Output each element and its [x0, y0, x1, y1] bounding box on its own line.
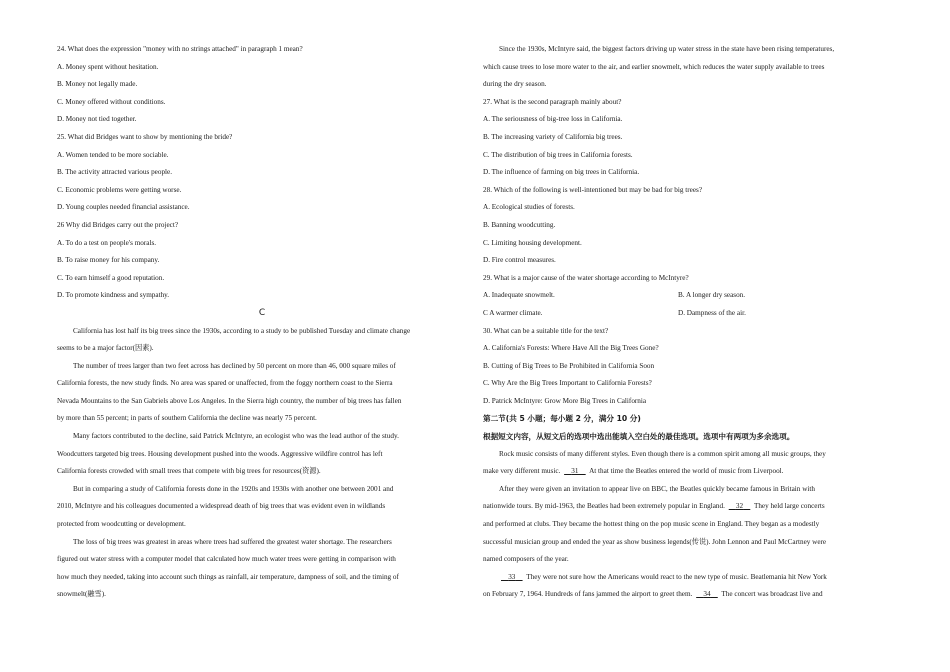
option-row [483, 305, 893, 323]
option: B. A longer dry season. [678, 291, 746, 300]
question-27 [483, 94, 893, 182]
text-line: California forests crowded with small trees that compete with big trees for resources(资源). [57, 467, 321, 476]
option: C. Money offered without conditions. [57, 97, 166, 106]
text-line: Rock music consists of many different styles. Even though there is a common spirit among all music groups, they [499, 449, 826, 458]
blank-32[interactable]: 32 [735, 502, 744, 511]
passage-paragraph [57, 358, 467, 428]
passage-paragraph [483, 446, 893, 481]
passage-paragraph [57, 428, 467, 481]
text-line: California forests, the new study finds. No area was spared or unaffected, from the foggy northern coast to the Sierra [57, 379, 393, 388]
passage-paragraph [483, 41, 893, 94]
text-line: After they were given an invitation to appear live on BBC, the Beatles quickly became famous in Britain with [499, 484, 815, 493]
option: B. To raise money for his company. [57, 256, 160, 265]
blank-33[interactable]: 33 [508, 572, 516, 581]
option: D. Money not tied together. [57, 115, 137, 124]
text-line: Since the 1930s, McIntyre said, the biggest factors driving up water stress in the state have been rising temperatures, [499, 45, 835, 53]
question-26 [57, 217, 467, 305]
question-stem: 24. What does the expression "money with no strings attached" in paragraph 1 mean? [57, 45, 303, 53]
text-segment: nationwide tours. By mid-1963, the Beatles had been extremely popular in England. [483, 502, 727, 511]
text-line: which cause trees to lose more water to the air, and earlier snowmelt, which reduces the water supply available to trees [483, 62, 825, 71]
option: D. Dampness of the air. [678, 308, 746, 317]
text-line [483, 498, 893, 516]
option: A. Ecological studies of forests. [483, 203, 575, 212]
text-line [483, 586, 893, 604]
question-29 [483, 270, 893, 323]
question-stem: 30. What can be a suitable title for the text? [483, 326, 609, 335]
text-segment: on February 7, 1964. Hundreds of fans jammed the airport to greet them. [483, 590, 695, 599]
question-stem: 26 Why did Bridges carry out the project? [57, 220, 179, 229]
question-stem: 29. What is a major cause of the water shortage according to McIntyre? [483, 273, 689, 282]
blank-34[interactable]: 34 [703, 590, 711, 599]
passage-paragraph [483, 481, 893, 569]
option-row [483, 287, 893, 305]
section-2-title: 第二节(共 5 小题；每小题 2 分，满分 10 分) [483, 414, 641, 424]
question-24 [57, 41, 467, 129]
passage-paragraph [57, 323, 467, 358]
right-column [483, 41, 893, 604]
text-line: 2010, McIntyre and his colleagues documented a widespread death of big trees that was evident even in wildlands [57, 502, 386, 511]
option: C. Limiting housing development. [483, 238, 582, 247]
text-line: But in comparing a study of California forests done in the 1920s and 1930s with another one between 2001 and [73, 484, 394, 493]
option: C. To earn himself a good reputation. [57, 273, 165, 282]
passage-paragraph [483, 569, 893, 604]
text-line: California has lost half its big trees since the 1930s, according to a study to be published Tuesday and climate change [73, 326, 411, 335]
option: D. Fire control measures. [483, 256, 556, 265]
option: B. The increasing variety of California big trees. [483, 132, 623, 141]
option: D. Patrick McIntyre: Grow More Big Trees in California [483, 396, 647, 405]
text-line: snowmelt(融雪). [57, 590, 106, 599]
option: D. The influence of farming on big trees in California. [483, 168, 640, 177]
option: B. Banning woodcutting. [483, 220, 556, 229]
text-segment: make very different music. [483, 467, 563, 476]
option: A. Money spent without hesitation. [57, 62, 159, 71]
text-line: and performed at clubs. They became the hottest thing on the pop music scene in England. They began as a modestly [483, 520, 820, 529]
option: C A warmer climate. [483, 308, 543, 317]
option: C. Why Are the Big Trees Important to California Forests? [483, 379, 652, 388]
option: B. The activity attracted various people. [57, 168, 173, 177]
option: C. The distribution of big trees in California forests. [483, 150, 633, 159]
option: C. Economic problems were getting worse. [57, 185, 182, 194]
text-line: by more than 55 percent; in parts of southern California the decline was nearly 75 percent. [57, 414, 317, 423]
text-line: Nevada Mountains to the San Gabriels above Los Angeles. In the Sierra high country, the number of big trees has fallen [57, 396, 402, 405]
text-line: protected from woodcutting or development. [57, 520, 186, 529]
passage-paragraph [57, 481, 467, 534]
text-line: seems to be a major factor(因素). [57, 344, 154, 353]
text-line: Many factors contributed to the decline, said Patrick McIntyre, an ecologist who was the lead author of the study. [73, 432, 399, 441]
text-segment: At that time the Beatles entered the world of music from Liverpool. [587, 467, 784, 476]
option: B. Money not legally made. [57, 80, 138, 89]
option: D. Young couples needed financial assistance. [57, 203, 190, 212]
option: A. The seriousness of big-tree loss in California. [483, 115, 623, 124]
option: A. To do a test on people's morals. [57, 238, 157, 247]
text-line: The loss of big trees was greatest in areas where trees had suffered the greatest water shortage. The researchers [73, 537, 392, 546]
text-segment: They held large concerts [752, 502, 825, 511]
question-stem: 25. What did Bridges want to show by mentioning the bride? [57, 132, 233, 141]
left-column [57, 41, 467, 604]
text-line [483, 569, 893, 587]
question-stem: 27. What is the second paragraph mainly about? [483, 97, 622, 106]
option: D. To promote kindness and sympathy. [57, 291, 170, 300]
text-segment: They were not sure how the Americans would react to the new type of music. Beatlemania hit New York [524, 572, 827, 581]
question-28 [483, 182, 893, 270]
text-line: The number of trees larger than two feet across has declined by 50 percent on more than 46, 000 square miles of [73, 361, 396, 370]
passage-paragraph [57, 534, 467, 604]
option: A. California's Forests: Where Have All the Big Trees Gone? [483, 344, 659, 353]
text-line [483, 463, 893, 481]
text-line: figured out water stress with a computer model that calculated how much water trees were getting in comparison with [57, 555, 396, 564]
blank-31[interactable]: 31 [571, 467, 579, 476]
text-line: during the dry season. [483, 80, 547, 89]
option: A. Inadequate snowmelt. [483, 291, 555, 300]
option: A. Women tended to be more sociable. [57, 150, 169, 159]
text-segment: The concert was broadcast live and [719, 590, 823, 599]
question-25 [57, 129, 467, 217]
text-line: Woodcutters targeted big trees. Housing development pushed into the woods. Aggressive wildfire control has left [57, 449, 383, 458]
text-line: successful musician group and ended the year as show business legends(传说). John Lennon and Paul McCartney were [483, 537, 827, 546]
passage-c-heading: C [258, 307, 266, 318]
question-30 [483, 323, 893, 411]
section-2-instruction: 根据短文内容，从短文后的选项中选出能填入空白处的最佳选项。选项中有两项为多余选项。 [483, 432, 795, 442]
option: B. Cutting of Big Trees to Be Prohibited in California Soon [483, 361, 655, 370]
text-line: named composers of the year. [483, 555, 569, 564]
text-line: how much they needed, taking into account such things as rainfall, air temperature, dampness of soil, and the timing of [57, 572, 399, 581]
question-stem: 28. Which of the following is well-intentioned but may be bad for big trees? [483, 185, 703, 194]
